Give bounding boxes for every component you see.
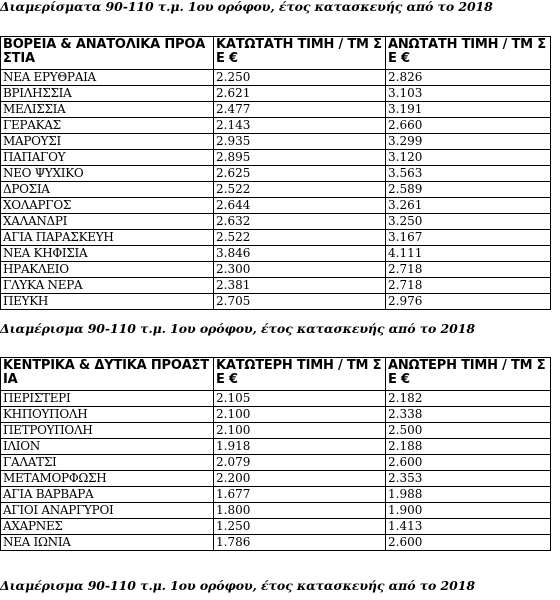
table-row [1, 535, 551, 551]
min-price-cell: 2.621 [214, 86, 386, 102]
min-price-cell: 2.625 [214, 166, 386, 182]
min-price-cell: 2.105 [214, 391, 386, 407]
area-cell: ΙΛΙΟΝ [1, 439, 214, 455]
table-row [1, 102, 551, 118]
area-cell: ΜΕΤΑΜΟΡΦΩΣΗ [1, 471, 214, 487]
table-row [1, 407, 551, 423]
north-table-body [1, 70, 551, 310]
table-row [1, 503, 551, 519]
table-row [1, 487, 551, 503]
min-price-cell: 1.250 [214, 519, 386, 535]
area-cell: ΠΕΤΡΟΥΠΟΛΗ [1, 423, 214, 439]
max-price-cell: 3.191 [386, 102, 551, 118]
max-price-cell: 2.976 [386, 294, 551, 310]
max-price-cell: 2.660 [386, 118, 551, 134]
min-price-cell: 2.935 [214, 134, 386, 150]
max-price-cell: 3.563 [386, 166, 551, 182]
area-cell: ΑΓΙΟΙ ΑΝΑΡΓΥΡΟΙ [1, 503, 214, 519]
table-row [1, 262, 551, 278]
min-price-cell: 2.644 [214, 198, 386, 214]
max-price-cell: 2.718 [386, 262, 551, 278]
header-max-price: ΑΝΩΤΑΤΗ ΤΙΜΗ / ΤΜ ΣΕ € [386, 37, 551, 70]
min-price-cell: 2.522 [214, 182, 386, 198]
min-price-cell: 2.143 [214, 118, 386, 134]
area-cell: ΓΑΛΑΤΣΙ [1, 455, 214, 471]
min-price-cell: 3.846 [214, 246, 386, 262]
min-price-cell: 2.381 [214, 278, 386, 294]
north-east-suburbs-table [0, 36, 551, 310]
area-cell: ΑΓΙΑ ΒΑΡΒΑΡΑ [1, 487, 214, 503]
area-cell: ΜΕΛΙΣΣΙΑ [1, 102, 214, 118]
max-price-cell: 3.250 [386, 214, 551, 230]
max-price-cell: 1.413 [386, 519, 551, 535]
area-cell: ΧΟΛΑΡΓΟΣ [1, 198, 214, 214]
area-cell: ΠΑΠΑΓΟΥ [1, 150, 214, 166]
min-price-cell: 2.100 [214, 407, 386, 423]
table-row [1, 214, 551, 230]
min-price-cell: 1.918 [214, 439, 386, 455]
header-area: ΚΕΝΤΡΙΚΑ & ΔΥΤΙΚΑ ΠΡΟΑΣΤΙΑ [1, 358, 214, 391]
table-row [1, 471, 551, 487]
max-price-cell: 2.589 [386, 182, 551, 198]
max-price-cell: 4.111 [386, 246, 551, 262]
min-price-cell: 1.677 [214, 487, 386, 503]
max-price-cell: 2.600 [386, 455, 551, 471]
area-cell: ΓΛΥΚΑ ΝΕΡΑ [1, 278, 214, 294]
min-price-cell: 2.200 [214, 471, 386, 487]
table-row [1, 70, 551, 86]
max-price-cell: 2.826 [386, 70, 551, 86]
area-cell: ΠΕΥΚΗ [1, 294, 214, 310]
min-price-cell: 2.522 [214, 230, 386, 246]
table-row [1, 150, 551, 166]
table-row [1, 455, 551, 471]
max-price-cell: 3.167 [386, 230, 551, 246]
area-cell: ΧΑΛΑΝΔΡΙ [1, 214, 214, 230]
table-row [1, 278, 551, 294]
min-price-cell: 2.477 [214, 102, 386, 118]
max-price-cell: 1.900 [386, 503, 551, 519]
min-price-cell: 2.895 [214, 150, 386, 166]
table-row [1, 86, 551, 102]
max-price-cell: 2.182 [386, 391, 551, 407]
area-cell: ΜΑΡΟΥΣΙ [1, 134, 214, 150]
max-price-cell: 3.120 [386, 150, 551, 166]
max-price-cell: 3.103 [386, 86, 551, 102]
area-cell: ΗΡΑΚΛΕΙΟ [1, 262, 214, 278]
area-cell: ΝΕΟ ΨΥΧΙΚΟ [1, 166, 214, 182]
min-price-cell: 2.100 [214, 423, 386, 439]
central-table-body [1, 391, 551, 551]
header-area: ΒΟΡΕΙΑ & ΑΝΑΤΟΛΙΚΑ ΠΡΟΑΣΤΙΑ [1, 37, 214, 70]
area-cell: ΝΕΑ ΙΩΝΙΑ [1, 535, 214, 551]
central-west-suburbs-table [0, 357, 551, 551]
max-price-cell: 1.988 [386, 487, 551, 503]
min-price-cell: 2.705 [214, 294, 386, 310]
max-price-cell: 3.299 [386, 134, 551, 150]
area-cell: ΠΕΡΙΣΤΕΡΙ [1, 391, 214, 407]
table-row [1, 182, 551, 198]
area-cell: ΝΕΑ ΕΡΥΘΡΑΙΑ [1, 70, 214, 86]
caption-middle: Διαμέρισμα 90-110 τ.μ. 1ου ορόφου, έτος κατασκευής από το 2018 [0, 321, 475, 336]
min-price-cell: 2.300 [214, 262, 386, 278]
max-price-cell: 2.500 [386, 423, 551, 439]
area-cell: ΑΓΙΑ ΠΑΡΑΣΚΕΥΗ [1, 230, 214, 246]
table-row [1, 246, 551, 262]
area-cell: ΑΧΑΡΝΕΣ [1, 519, 214, 535]
table-row [1, 391, 551, 407]
table-header-row [1, 37, 551, 70]
max-price-cell: 2.188 [386, 439, 551, 455]
min-price-cell: 2.250 [214, 70, 386, 86]
max-price-cell: 2.718 [386, 278, 551, 294]
caption-top: Διαμερίσματα 90-110 τ.μ. 1ου ορόφου, έτος κατασκευής από το 2018 [0, 0, 493, 14]
max-price-cell: 2.353 [386, 471, 551, 487]
min-price-cell: 1.786 [214, 535, 386, 551]
table-row [1, 294, 551, 310]
min-price-cell: 1.800 [214, 503, 386, 519]
table-row [1, 198, 551, 214]
min-price-cell: 2.079 [214, 455, 386, 471]
min-price-cell: 2.632 [214, 214, 386, 230]
max-price-cell: 3.261 [386, 198, 551, 214]
table-row [1, 134, 551, 150]
caption-bottom: Διαμέρισμα 90-110 τ.μ. 1ου ορόφου, έτος κατασκευής από το 2018 [0, 578, 475, 593]
max-price-cell: 2.600 [386, 535, 551, 551]
table-row [1, 230, 551, 246]
header-min-price: ΚΑΤΩΤΕΡΗ ΤΙΜΗ / ΤΜ ΣΕ € [214, 358, 386, 391]
area-cell: ΒΡΙΛΗΣΣΙΑ [1, 86, 214, 102]
area-cell: ΝΕΑ ΚΗΦΙΣΙΑ [1, 246, 214, 262]
area-cell: ΚΗΠΟΥΠΟΛΗ [1, 407, 214, 423]
area-cell: ΓΕΡΑΚΑΣ [1, 118, 214, 134]
area-cell: ΔΡΟΣΙΑ [1, 182, 214, 198]
table-row [1, 118, 551, 134]
max-price-cell: 2.338 [386, 407, 551, 423]
table-row [1, 439, 551, 455]
table-row [1, 423, 551, 439]
header-max-price: ΑΝΩΤΕΡΗ ΤΙΜΗ / ΤΜ ΣΕ € [386, 358, 551, 391]
table-header-row [1, 358, 551, 391]
table-row [1, 166, 551, 182]
table-row [1, 519, 551, 535]
header-min-price: ΚΑΤΩΤΑΤΗ ΤΙΜΗ / ΤΜ ΣΕ € [214, 37, 386, 70]
